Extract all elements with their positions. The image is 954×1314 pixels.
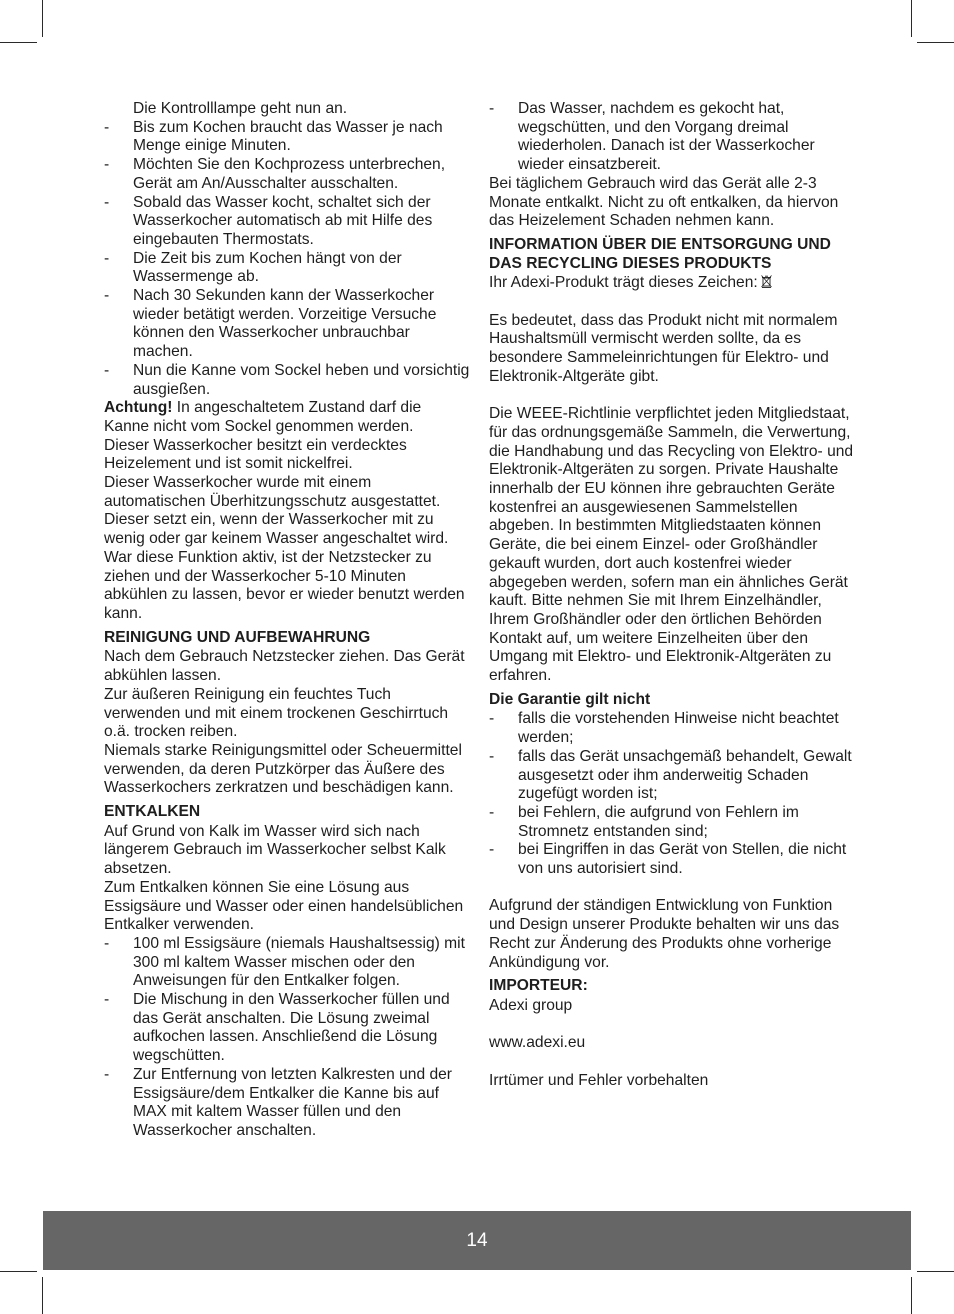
cleaning-paragraph-3: Niemals starke Reinigungsmittel oder Scheuermittel verwenden, da deren Putzkörper das Äußere des Wasserkochers zerkratzen und beschädigen kann. [104,741,462,797]
list-item: - 100 ml Essigsäure (niemals Haushaltsessig) mit 300 ml kaltem Wasser mischen oder den Anweisungen für den Entkalker folgen. [104,934,465,990]
website-text: www.adexi.eu [489,1034,586,1052]
right-column [489,100,855,1090]
cleaning-heading: REINIGUNG UND AUFBEWAHRUNG [104,628,371,646]
heating-element-paragraph: Dieser Wasserkocher besitzt ein verdecktes Heizelement und ist somit nickelfrei. [104,436,407,473]
descale-paragraph-1: Auf Grund von Kalk im Wasser wird sich nach längerem Gebrauch im Wasserkocher selbst Kalk absetzen. [104,822,446,878]
list-item: - Zur Entfernung von letzten Kalkresten und der Essigsäure/dem Entkalker die Kanne bis auf MAX mit kaltem Wasser füllen und den Wasserkocher anschalten. [104,1065,452,1139]
crop-mark-tr-v [911,0,912,37]
descale-note: Bei täglichem Gebrauch wird das Gerät alle 2-3 Monate entkalkt. Nicht zu oft entkalken, da hiervon das Heizelement Schaden nehmen kann. [489,174,839,230]
list-item: - falls die vorstehenden Hinweise nicht beachtet werden; [489,710,839,747]
importer-heading: IMPORTEUR: [489,977,588,995]
warning-paragraph: Achtung! In angeschaltetem Zustand darf die Kanne nicht vom Sockel genommen werden. [104,399,422,435]
importer-name: Adexi group [489,997,573,1014]
descale-paragraph-2: Zum Entkalken können Sie eine Lösung aus Essigsäure und Wasser oder einen handelsüblichen Entkalker verwenden. [104,878,464,934]
crop-mark-tl-v [42,0,43,37]
descale-steps-list [104,935,470,1141]
list-item: - falls das Gerät unsachgemäß behandelt, Gewalt ausgesetzt oder ihm anderweitig Schaden zugefügt worden ist; [489,747,852,803]
crop-mark-br-h [917,1271,954,1272]
list-item: - Die Mischung in den Wasserkocher füllen und das Gerät anschalten. Die Lösung zweimal aufkochen lassen. Anschließend die Lösung wegschütten. [104,991,450,1065]
cleaning-paragraph-2: Zur äußeren Reinigung ein feuchtes Tuch verwenden und mit einem trockenen Geschirrtuch o.ä. trocken reiben. [104,685,449,741]
list-item: - Bis zum Kochen braucht das Wasser je nach Menge einige Minuten. [104,118,443,155]
crop-mark-tl-h [0,42,37,43]
warranty-list [489,710,855,878]
intro-continuation: Die Kontrolllampe geht nun an. [133,100,348,117]
overheat-paragraph: Dieser Wasserkocher wurde mit einem automatischen Überhitzungsschutz ausgestattet. Dieser setzt ein, wenn der Wasserkocher mit zu wenig oder gar keinem Wasser angeschaltet wird. War diese Funktion aktiv, ist der Netzstecker zu ziehen und der Wasserkocher 5-10 Minuten abkühlen zu lassen, bevor er wieder benutzt werden kann. [104,474,465,622]
disposal-paragraph-2: Es bedeutet, dass das Produkt nicht mit normalem Haushaltsmüll vermischt werden sollte, da es besondere Sammeleinrichtungen für Elektro- und Elektronik-Altgeräte gibt. [489,311,838,385]
list-item: - Sobald das Wasser kocht, schaltet sich der Wasserkocher automatisch ab mit Hilfe des eingebauten Thermostats. [104,193,433,248]
list-item: - Möchten Sie den Kochprozess unterbrechen, Gerät am An/Ausschalter ausschalten. [104,156,446,192]
disposal-heading: INFORMATION ÜBER DIE ENTSORGUNG UND DAS RECYCLING DIESES PRODUKTS [489,235,831,272]
page-number: 14 [466,1229,488,1251]
crop-mark-br-v [911,1277,912,1314]
errata-note: Irrtümer und Fehler vorbehalten [489,1071,709,1089]
list-item: - Das Wasser, nachdem es gekocht hat, wegschütten, und den Vorgang dreimal wiederholen. Danach ist der Wasserkocher wieder einsatzbereit. [489,100,815,174]
descale-heading: ENTKALKEN [104,803,201,821]
page-footer-bar [43,1211,911,1270]
list-item: - Die Zeit bis zum Kochen hängt von der Wassermenge ab. [104,249,402,286]
disposal-paragraph-1: Ihr Adexi-Produkt trägt dieses Zeichen: [489,274,855,293]
crossed-out-wheelie-bin-icon [761,275,772,288]
warning-label: Achtung! [104,399,173,417]
crop-mark-tr-h [917,42,954,43]
list-item: - bei Fehlern, die aufgrund von Fehlern im Stromnetz entstanden sind; [489,803,799,840]
operation-steps-list [104,119,470,400]
left-column [104,100,470,1141]
list-item: - Nach 30 Sekunden kann der Wasserkocher wieder betätigt werden. Vorzeitige Versuche können den Wasserkocher unbrauchbar machen. [104,287,437,361]
list-item: - Nun die Kanne vom Sockel heben und vorsichtig ausgießen. [104,361,470,398]
crop-mark-bl-v [42,1277,43,1314]
warranty-heading: Die Garantie gilt nicht [489,690,651,708]
list-item: - bei Eingriffen in das Gerät von Stellen, die nicht von uns autorisiert sind. [489,841,847,878]
cleaning-paragraph-1: Nach dem Gebrauch Netzstecker ziehen. Das Gerät abkühlen lassen. [104,648,465,685]
crop-mark-bl-h [0,1271,37,1272]
disposal-paragraph-3: Die WEEE-Richtlinie verpflichtet jeden Mitgliedstaat, für das ordnungsgemäße Sammeln, die Verwertung, die Handhabung und das Recycling von Elektro- und Elektronik-Altgeräten zu sorgen. Private Haushalte innerhalb der EU können ihre gebrauchten Geräte kostenfrei an ausgewiesenen Sammelstellen abgeben. In bestimmten Mitgliedstaaten können Geräte, die bei einem Einzel- oder Großhändler gekauft wurden, dort auch kostenfrei wieder abgegeben werden, sofern man ein ähnliches Gerät kauft. Bitte nehmen Sie mit Ihrem Einzelhändler, Ihrem Großhändler oder den örtlichen Behörden Kontakt auf, um weitere Einzelheiten über den Umgang mit Elektro- und Elektronik-Altgeräten zu erfahren. [489,405,854,685]
changes-note: Aufgrund der ständigen Entwicklung von Funktion und Design unserer Produkte behalten wir uns das Recht zur Änderung des Produkts ohne vorherige Ankündigung vor. [489,897,840,971]
